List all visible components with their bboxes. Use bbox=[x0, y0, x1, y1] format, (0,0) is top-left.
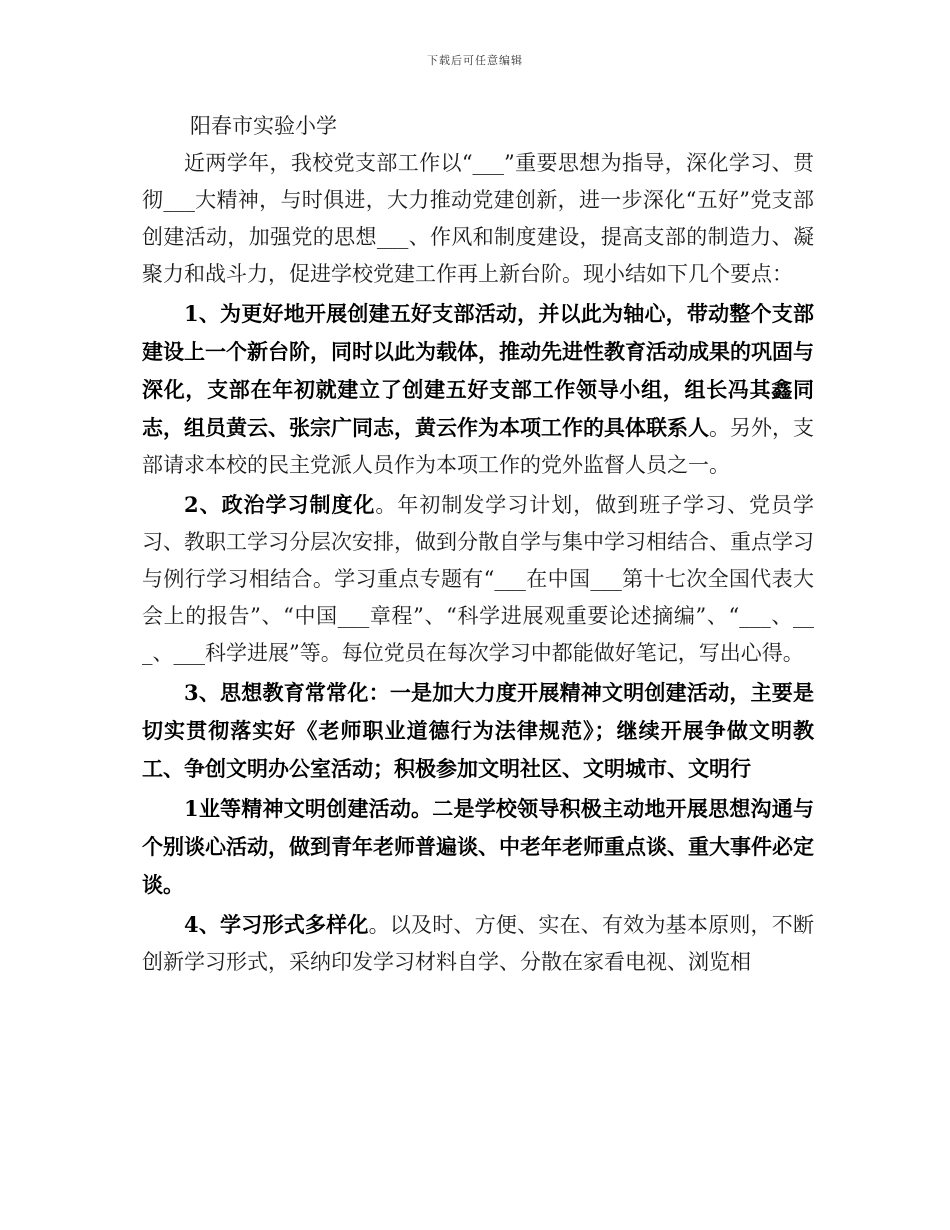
paragraph-1 bbox=[142, 295, 814, 484]
paragraph-3-bold: 3、思想教育常常化：一是加大力度开展精神文明创建活动，主要是切实贯彻落实好《老师职业道德行为法律规范》；继续开展争做文明教工、争创文明办公室活动；积极参加文明社区、文明城市、文明行 bbox=[142, 680, 814, 781]
paragraph-4-heading: 4、学习形式多样化 bbox=[184, 912, 369, 937]
paragraph-1-bold: 1、为更好地开展创建五好支部活动，并以此为轴心，带动整个支部建设上一个新台阶，同时以此为载体，推动先进性教育活动成果的巩固与深化，支部在年初就建立了创建五好支部工作领导小组，组长冯其鑫同志，组员黄云、张宗广同志，黄云作为本项工作的具体联系人 bbox=[142, 301, 814, 440]
paragraph-3-continued bbox=[142, 790, 814, 904]
paragraph-2-text: 。年初制发学习计划，做到班子学习、党员学习、教职工学习分层次安排，做到分散自学与集中学习相结合、重点学习与例行学习相结合。学习重点专题有“___在中国___第十七次全国代表大会上的报告”、“中国___章程”、“科学进展观重要论述摘编”、“___、___、___科学进展”等。每位党员在每次学习中都能做好笔记，写出心得。 bbox=[142, 493, 814, 665]
school-name: 阳春市实验小学 bbox=[190, 114, 337, 138]
document-body bbox=[142, 108, 814, 981]
paragraph-3-continued-bold: 1业等精神文明创建活动。二是学校领导积极主动地开展思想沟通与个别谈心活动，做到青年老师普遍谈、中老年老师重点谈、重大事件必定谈。 bbox=[142, 796, 814, 897]
paragraph-2-heading: 2、政治学习制度化 bbox=[184, 492, 376, 517]
paragraph-3 bbox=[142, 674, 814, 788]
paragraph-2 bbox=[142, 486, 814, 672]
page-header-note: 下载后可任意编辑 bbox=[427, 54, 523, 67]
intro-paragraph: 近两学年，我校党支部工作以“___”重要思想为指导，深化学习、贯彻___大精神，与时俱进，大力推动党建创新，进一步深化“五好”党支部创建活动，加强党的思想___、作风和制度建设，提高支部的制造力、凝聚力和战斗力，促进学校党建工作再上新台阶。现小结如下几个要点： bbox=[142, 151, 814, 286]
paragraph-1-text: 。另外，支部请求本校的民主党派人员作为本项工作的党外监督人员之一。 bbox=[142, 416, 814, 477]
paragraph-4-text: 。以及时、方便、实在、有效为基本原则，不断创新学习形式，采纳印发学习材料自学、分散在家看电视、浏览相 bbox=[142, 913, 814, 974]
paragraph-4 bbox=[142, 906, 814, 981]
